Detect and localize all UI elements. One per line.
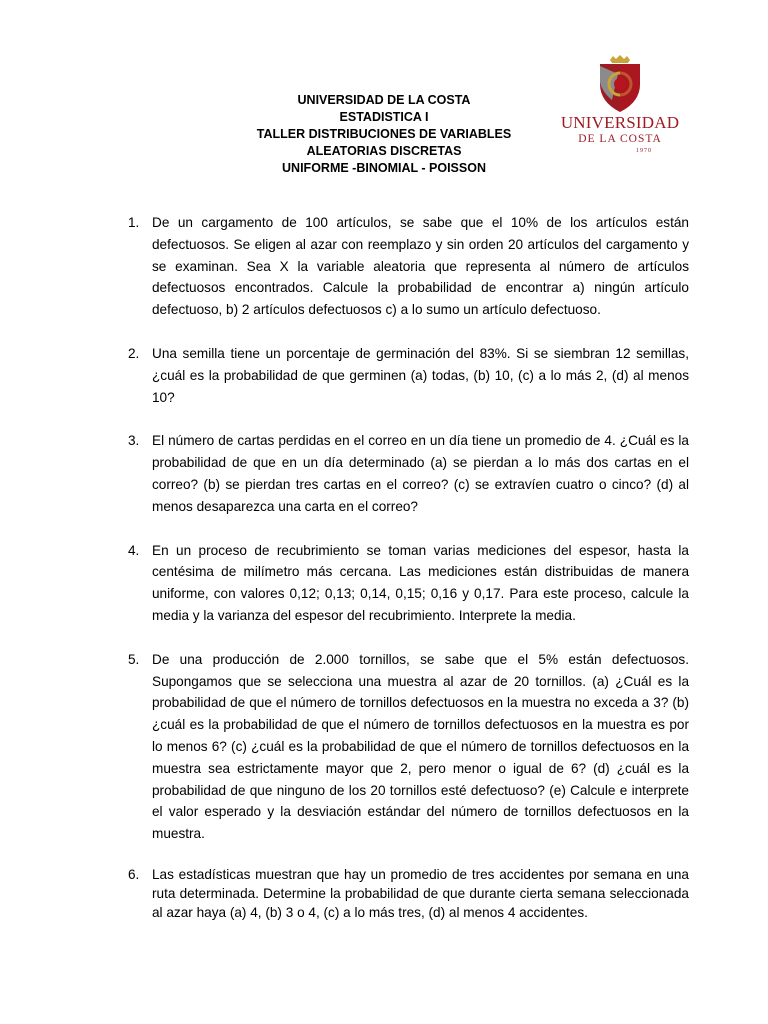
problem-text: El número de cartas perdidas en el correo en un día tiene un promedio de 4. ¿Cuál es la probabilidad de que en un día determinado (a) se pierdan a lo más dos cartas en el correo? (b) se pierdan tres cartas en el correo? (c) se extravíen cuatro o cinco? (d) al menos desaparezca una carta en el correo? xyxy=(152,433,689,514)
problem-text: En un proceso de recubrimiento se toman varias mediciones del espesor, hasta la centésima de milímetro más cercana. Las mediciones están distribuidas de manera uniforme, con valores 0,12; 0,13; 0,14, 0,15; 0,16 y 0,17. Para este proceso, calcule la media y la varianza del espesor del recubrimiento. Interprete la media. xyxy=(152,542,689,623)
header-workshop-title: TALLER DISTRIBUCIONES DE VARIABLES xyxy=(256,127,512,141)
problem-item xyxy=(128,430,689,517)
problem-text: De una producción de 2.000 tornillos, se sabe que el 5% están defectuosos. Supongamos que se selecciona una muestra al azar de 20 tornillos. (a) ¿Cuál es la probabilidad de que el número de tornillos defectuosos en la muestra no exceda a 3? (b) ¿cuál es la probabilidad de que el número de tornillos defectuosos en la muestra es por lo menos 6? (c) ¿cuál es la probabilidad de que el número de tornillos defectuosos en la muestra sea estrictamente mayor que 2, pero menor o igual de 6? (d) ¿cuál es la probabilidad de que ninguno de los 20 tornillos esté defectuoso? (e) Calcule e interprete el valor esperado y la desviación estándar del número de tornillos defectuosos en la muestra. xyxy=(152,651,689,842)
problem-item xyxy=(128,865,689,922)
problem-number: 3. xyxy=(128,433,140,449)
shield-emblem-icon xyxy=(560,54,680,114)
university-logo xyxy=(560,54,680,166)
header-course: ESTADISTICA I xyxy=(339,110,429,124)
problem-text: De un cargamento de 100 artículos, se sabe que el 10% de los artículos están defectuosos. Se eligen al azar con reemplazo y sin orden 20 artículos del cargamento y se examinan. Sea X la variable aleatoria que representa al número de artículos defectuosos encontrados. Calcule la probabilidad de encontrar a) ningún artículo defectuoso, b) 2 artículos defectuosos c) a lo sumo un artículo defectuoso. xyxy=(152,215,689,318)
header-university: UNIVERSIDAD DE LA COSTA xyxy=(297,93,471,107)
problem-number: 4. xyxy=(128,542,140,558)
problem-text: Las estadísticas muestran que hay un promedio de tres accidentes por semana en una ruta determinada. Determine la probabilidad de que durante cierta semana seleccionada al azar haya (a) 4, (b) 3 o 4, (c) a lo más tres, (d) al menos 4 accidentes. xyxy=(152,866,689,920)
problem-number: 1. xyxy=(128,215,140,230)
logo-text-de-la-costa: DE LA COSTA xyxy=(578,133,662,145)
problem-item xyxy=(128,343,689,408)
problem-item xyxy=(128,212,689,321)
problem-list xyxy=(0,212,768,922)
problem-text: Una semilla tiene un porcentaje de germinación del 83%. Si se siembran 12 semillas, ¿cuál es la probabilidad de que germinen (a) todas, (b) 10, (c) a lo más 2, (d) al menos 10? xyxy=(152,345,689,405)
header-subtitle: ALEATORIAS DISCRETAS xyxy=(306,144,462,158)
problem-item xyxy=(128,540,689,627)
problem-number: 2. xyxy=(128,345,140,361)
problem-number: 6. xyxy=(128,866,140,882)
problem-number: 5. xyxy=(128,651,140,667)
problem-item xyxy=(128,649,689,845)
logo-year: 1970 xyxy=(636,148,652,154)
header-distributions: UNIFORME -BINOMIAL - POISSON xyxy=(282,161,486,175)
logo-text-universidad: UNIVERSIDAD xyxy=(560,113,680,132)
